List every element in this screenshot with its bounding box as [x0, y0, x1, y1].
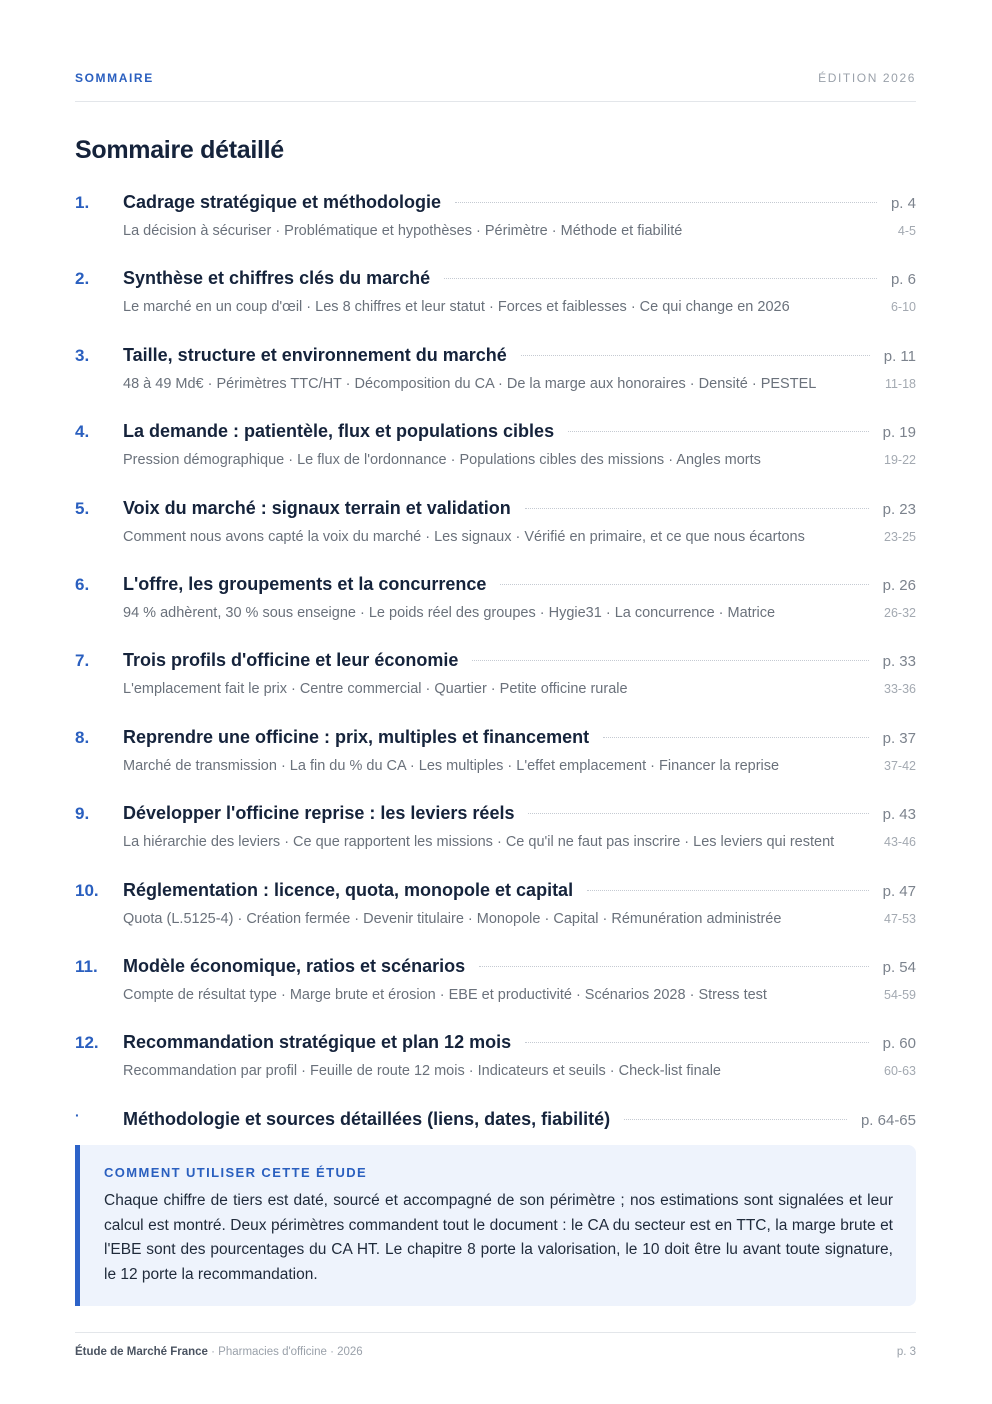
toc-entry-7[interactable] [75, 648, 916, 724]
chapter-subtitle: Pression démographique · Le flux de l'ordonnance · Populations cibles des missions · Angles morts [123, 452, 761, 469]
dot-leader [624, 1119, 847, 1120]
dot-leader [568, 431, 869, 432]
page-range: 54-59 [884, 987, 916, 1002]
chapter-page: p. 4 [890, 195, 916, 212]
dot-leader [455, 202, 877, 203]
dot-leader [472, 660, 868, 661]
dot-leader [525, 508, 869, 509]
chapter-subtitle: La hiérarchie des leviers · Ce que rapportent les missions · Ce qu'il ne faut pas inscrire · Les leviers qui restent [123, 834, 835, 851]
toc-entry-11[interactable] [75, 954, 916, 1030]
chapter-subtitle: Comment nous avons capté la voix du marché · Les signaux · Vérifié en primaire, et ce que nous écartons [123, 528, 805, 545]
bullet-marker: · [75, 1106, 80, 1123]
chapter-number: 10. [75, 880, 99, 900]
dot-leader [528, 813, 868, 814]
chapter-title[interactable]: Trois profils d'officine et leur économie [123, 650, 459, 671]
footer-detail: · Pharmacies d'officine · 2026 [207, 1346, 363, 1358]
chapter-number: 4. [75, 422, 90, 442]
toc-entry-9[interactable] [75, 801, 916, 877]
chapter-title[interactable]: Développer l'officine reprise : les leviers réels [123, 803, 515, 824]
dot-leader [521, 355, 870, 356]
table-of-contents [75, 190, 916, 1183]
note-text: Chaque chiffre de tiers est daté, sourcé et accompagné de son périmètre ; nos estimations sont signalées et leur calcul est montré. Deux périmètres commandent tout le document : le CA du secteur est en TTC, la marge brute et l'EBE sont des pourcentages du CA HT. Le chapitre 8 porte la valorisation, le 10 doit être lu avant toute signature, le 12 porte la recommandation. [104, 1192, 893, 1283]
chapter-title[interactable]: Reprendre une officine : prix, multiples et financement [123, 726, 590, 747]
chapter-page: p. 26 [882, 576, 916, 594]
chapter-number: 8. [75, 727, 90, 747]
chapter-page: p. 11 [883, 347, 916, 365]
usage-note-callout [75, 1145, 916, 1306]
footer-brand: Étude de Marché France [75, 1346, 208, 1358]
chapter-title[interactable]: Voix du marché : signaux terrain et validation [123, 497, 511, 518]
chapter-title[interactable]: Cadrage stratégique et méthodologie [123, 192, 442, 212]
toc-entry-6[interactable] [75, 572, 916, 648]
dot-leader [479, 966, 869, 967]
chapter-subtitle: Le marché en un coup d'œil · Les 8 chiffres et leur statut · Forces et faiblesses · Ce qui change en 2026 [123, 299, 790, 316]
page-range: 47-53 [884, 911, 916, 926]
chapter-page: p. 6 [890, 271, 916, 289]
footer-page-number: p. 3 [896, 1346, 916, 1358]
toc-entry-1[interactable] [75, 190, 916, 266]
chapter-subtitle: La décision à sécuriser · Problématique et hypothèses · Périmètre · Méthode et fiabilité [123, 223, 683, 239]
page-range: 26-32 [884, 605, 916, 620]
toc-entry-3[interactable] [75, 343, 916, 419]
chapter-page: p. 64-65 [860, 1111, 916, 1129]
chapter-title[interactable]: Modèle économique, ratios et scénarios [123, 955, 466, 976]
toc-entry-8[interactable] [75, 725, 916, 801]
chapter-title[interactable]: L'offre, les groupements et la concurrence [123, 573, 487, 594]
dot-leader [525, 1042, 869, 1043]
page-range: 33-36 [884, 682, 916, 697]
dot-leader [587, 890, 869, 891]
dot-leader [603, 737, 869, 738]
page-range: 11-18 [884, 376, 916, 391]
chapter-page: p. 23 [882, 500, 916, 518]
page-range: 37-42 [884, 758, 916, 773]
chapter-subtitle: Quota (L.5125-4) · Création fermée · Devenir titulaire · Monopole · Capital · Rémunération administrée [123, 910, 782, 927]
toc-entry-2[interactable] [75, 266, 916, 342]
chapter-page: p. 19 [882, 424, 916, 442]
chapter-subtitle: Marché de transmission · La fin du % du CA · Les multiples · L'effet emplacement · Financer la reprise [123, 757, 780, 774]
page-range: 43-46 [884, 835, 916, 850]
page-range: 6-10 [890, 300, 916, 315]
chapter-page: p. 47 [882, 882, 916, 900]
page-range: 4-5 [897, 224, 916, 238]
page-header [75, 71, 916, 102]
footer-source [75, 1346, 363, 1358]
chapter-page: p. 33 [882, 653, 916, 671]
chapter-subtitle: L'emplacement fait le prix · Centre commercial · Quartier · Petite officine rurale [123, 681, 628, 698]
chapter-page: p. 60 [882, 1035, 916, 1053]
chapter-subtitle: 48 à 49 Md€ · Périmètres TTC/HT · Décomposition du CA · De la marge aux honoraires · Densité · PESTEL [123, 375, 817, 392]
chapter-title[interactable]: Synthèse et chiffres clés du marché [123, 268, 431, 289]
chapter-number: 12. [75, 1033, 99, 1053]
toc-entry-12[interactable] [75, 1030, 916, 1106]
chapter-page: p. 43 [882, 806, 916, 824]
page-range: 60-63 [884, 1064, 916, 1079]
chapter-number: 2. [75, 269, 90, 289]
chapter-subtitle: 94 % adhèrent, 30 % sous enseigne · Le poids réel des groupes · Hygie31 · La concurrence · Matrice [123, 604, 776, 621]
toc-entry-4[interactable] [75, 419, 916, 495]
page-range: 19-22 [884, 453, 916, 468]
chapter-subtitle: Compte de résultat type · Marge brute et érosion · EBE et productivité · Scénarios 2028 · Stress test [123, 986, 767, 1003]
chapter-page: p. 37 [882, 729, 916, 747]
chapter-subtitle: Recommandation par profil · Feuille de route 12 mois · Indicateurs et seuils · Check-list finale [123, 1063, 721, 1080]
dot-leader [444, 278, 877, 279]
chapter-number: 9. [75, 804, 90, 824]
chapter-title[interactable]: Taille, structure et environnement du marché [123, 344, 507, 365]
section-label: SOMMAIRE [75, 71, 154, 85]
chapter-number: 5. [75, 498, 90, 518]
chapter-title[interactable]: Méthodologie et sources détaillées (liens, dates, fiabilité) [123, 1108, 611, 1129]
toc-entry-10[interactable] [75, 878, 916, 954]
page-title: Sommaire détaillé [75, 136, 284, 164]
chapter-title[interactable]: Réglementation : licence, quota, monopole et capital [123, 879, 574, 900]
chapter-number: 7. [75, 651, 90, 671]
chapter-number: 1. [75, 193, 90, 212]
note-title: COMMENT UTILISER CETTE ÉTUDE [104, 1165, 368, 1180]
page-range: 23-25 [884, 529, 916, 544]
chapter-number: 11. [75, 956, 98, 976]
chapter-title[interactable]: La demande : patientèle, flux et populations cibles [123, 421, 555, 442]
chapter-title[interactable]: Recommandation stratégique et plan 12 mois [123, 1032, 512, 1053]
chapter-number: 6. [75, 574, 90, 594]
chapter-number: 3. [75, 345, 90, 365]
dot-leader [500, 584, 868, 585]
toc-entry-5[interactable] [75, 496, 916, 572]
edition-label: ÉDITION 2026 [818, 71, 916, 85]
chapter-page: p. 54 [882, 958, 916, 976]
page-footer [75, 1332, 916, 1366]
